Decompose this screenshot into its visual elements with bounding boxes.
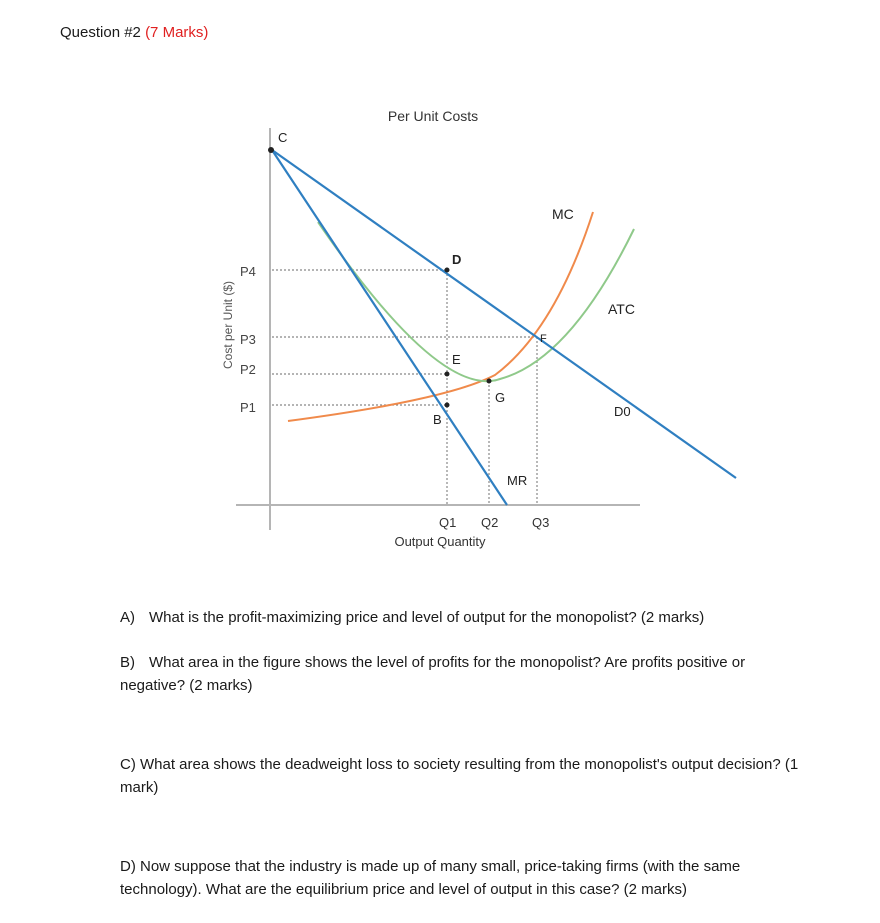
demand-label-text: D0 [614, 404, 631, 419]
point-b-label: B [433, 412, 442, 427]
q3-label: Q3 [532, 515, 550, 530]
question-a-text: What is the profit-maximizing price and level of output for the monopolist? (2 marks) [149, 609, 705, 626]
mr-label: MR [507, 473, 528, 488]
point-e-dot [445, 372, 450, 377]
question-c [120, 753, 800, 799]
question-b [120, 651, 810, 697]
point-c-label: C [278, 130, 288, 145]
figure-title: Per Unit Costs [387, 108, 479, 124]
p2-label: P2 [240, 362, 256, 377]
question-a [120, 606, 820, 629]
p4-label: P4 [240, 264, 256, 279]
mr-curve [272, 150, 507, 505]
atc-curve [318, 222, 634, 381]
mc-label: MC [552, 206, 574, 222]
point-e-label: E [452, 352, 461, 367]
point-g-dot [487, 379, 492, 384]
q1-label: Q1 [439, 515, 457, 530]
question-c-text: What area shows the deadweight loss to society resulting from the monopolist's output decision? (1 mark) [120, 756, 799, 796]
demand-label [614, 404, 631, 419]
point-b-dot [445, 403, 450, 408]
atc-label: ATC [608, 301, 635, 317]
question-b-text: What area in the figure shows the level of profits for the monopolist? Are profits positive or negative? (2 marks) [120, 654, 746, 694]
demand-curve [272, 150, 736, 478]
q2-label: Q2 [481, 515, 499, 530]
question-d [120, 855, 820, 901]
point-g-label: G [495, 390, 506, 405]
question-c-label: C) [120, 756, 136, 773]
question-marks: (7 Marks) [145, 24, 209, 41]
point-f-label: F [540, 333, 547, 345]
point-c-dot [268, 147, 274, 153]
question-d-label: D) [120, 858, 136, 875]
question-a-label: A) [120, 609, 135, 626]
question-number: Question #2 [60, 24, 141, 41]
point-d-label: D [452, 252, 462, 267]
y-axis-label: Cost per Unit ($) [221, 280, 235, 370]
p3-label: P3 [240, 332, 256, 347]
p1-label: P1 [240, 400, 256, 415]
question-b-label: B) [120, 654, 135, 671]
point-d-dot [445, 268, 450, 273]
question-d-text: Now suppose that the industry is made up of many small, price-taking firms (with the same technology). What are the equilibrium price and level of output in this case? (2 marks) [120, 858, 741, 898]
x-axis-label: Output Quantity [394, 534, 486, 549]
